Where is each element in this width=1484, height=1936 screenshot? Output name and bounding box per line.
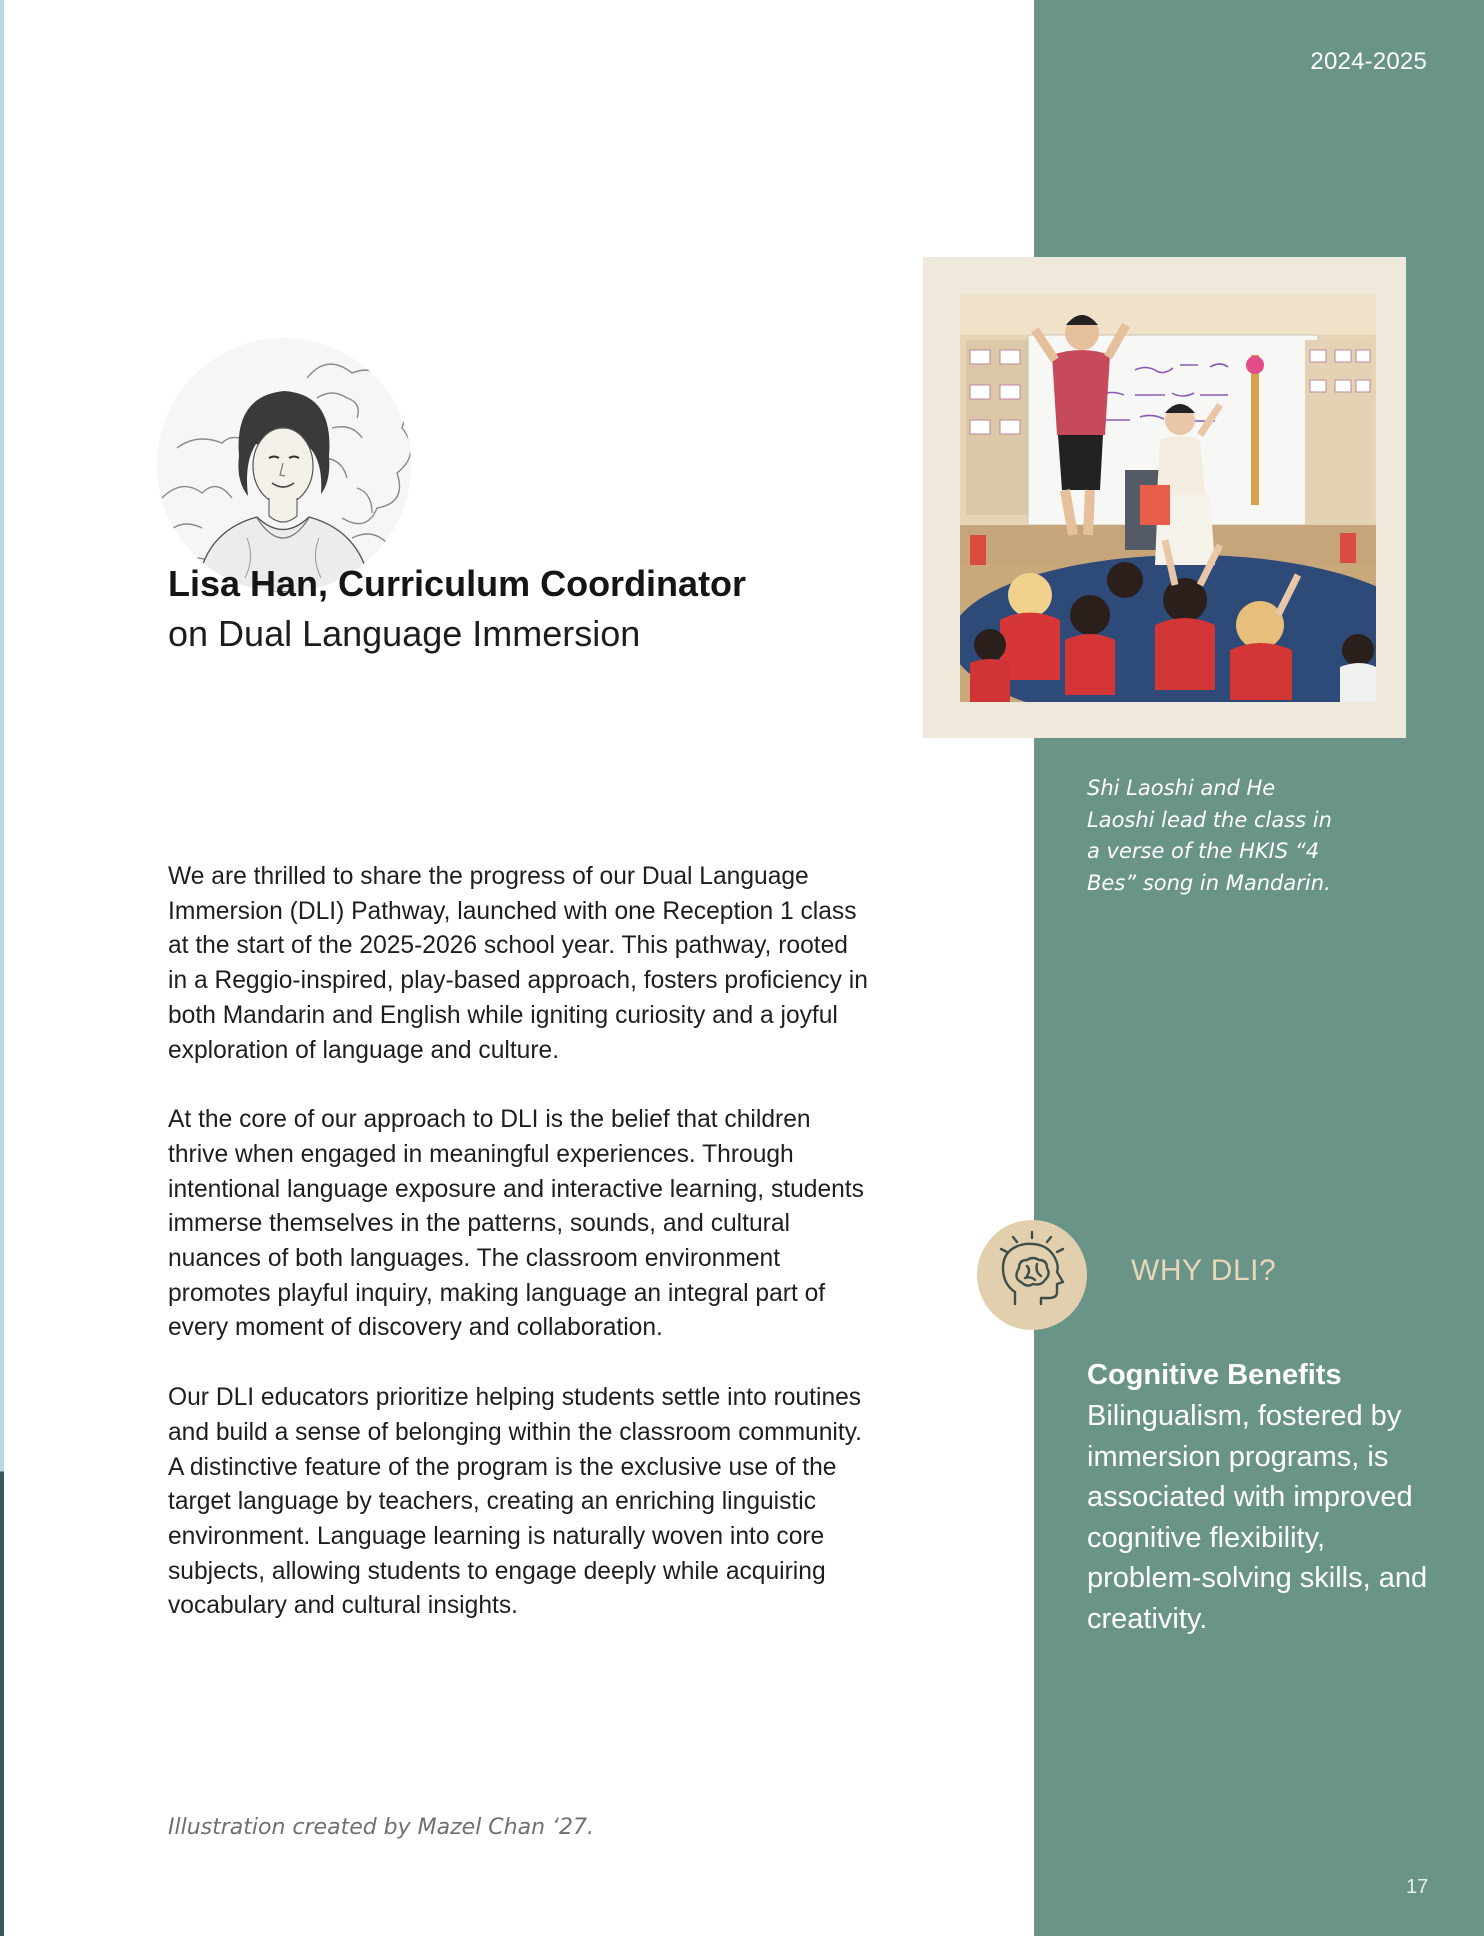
benefit-title: Cognitive Benefits xyxy=(1087,1359,1342,1391)
article-subtitle: on Dual Language Immersion xyxy=(168,613,641,654)
portrait-illustration xyxy=(157,338,411,592)
why-dli-heading: WHY DLI? xyxy=(1131,1254,1277,1287)
year-label: 2024-2025 xyxy=(1310,48,1427,75)
brain-head-icon xyxy=(977,1220,1087,1330)
photo-frame xyxy=(923,257,1406,738)
cognitive-benefits-block xyxy=(1087,1354,1447,1639)
body-paragraph: Our DLI educators prioritize helping students settle into routines and build a sense of belonging within the classroom community. A distinctive feature of the program is the exclusive use of the target language by teachers, creating an enriching linguistic environment. Language learning is naturally woven into core subjects, allowing students to engage deeply while acquiring vocabulary and cultural insights. xyxy=(168,1384,863,1620)
body-paragraph: At the core of our approach to DLI is the belief that children thrive when engaged in meaningful experiences. Through intentional language exposure and interactive learning, students immerse themselves in the patterns, sounds, and cultural nuances of both languages. The classroom environment promotes playful inquiry, making language an integral part of every moment of discovery and collaboration. xyxy=(168,1106,864,1342)
benefit-text: Bilingualism, fostered by immersion programs, is associated with improved cognitive flexibility, problem-solving skills, and creativity. xyxy=(1087,1400,1428,1635)
illustration-credit: Illustration created by Mazel Chan ‘27. xyxy=(168,1815,595,1840)
body-paragraph: We are thrilled to share the progress of our Dual Language Immersion (DLI) Pathway, launched with one Reception 1 class at the start of the 2025-2026 school year. This pathway, rooted in a Reggio-inspired, play-based approach, fosters proficiency in both Mandarin and English while igniting curiosity and a joyful exploration of language and culture. xyxy=(168,863,868,1064)
page-edge-strip xyxy=(0,0,4,1936)
photo-caption: Shi Laoshi and He Laoshi lead the class in a verse of the HKIS “4 Bes” song in Mandarin. xyxy=(1087,776,1332,895)
classroom-photo xyxy=(960,295,1376,702)
article-body xyxy=(168,860,868,1659)
page-number: 17 xyxy=(1406,1876,1429,1898)
article-title: Lisa Han, Curriculum Coordinator xyxy=(168,563,747,604)
